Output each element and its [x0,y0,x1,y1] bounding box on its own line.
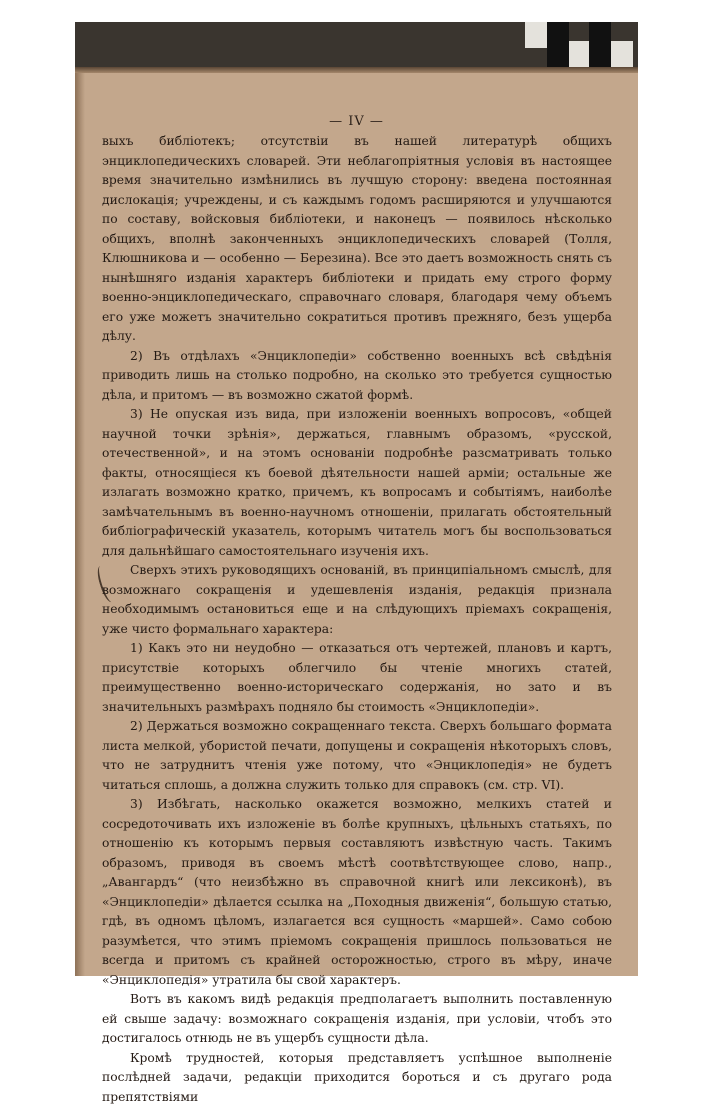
scanned-page [75,22,638,976]
calibration-square [589,22,611,67]
calibration-square [611,41,633,67]
page-top-edge [75,67,638,73]
paragraph: Вотъ въ какомъ видѣ редакція предполагаетъ выполнить поставленную ей свыше задачу: возможнаго сокращенія изданія, при условіи, чтобъ это достигалось отнюдь не въ ущербъ сущности дѣла. [102,990,612,1049]
calibration-square [569,41,589,67]
paragraph: 3) Избѣгать, насколько окажется возможно, мелкихъ статей и сосредоточивать ихъ изложеніе въ болѣе крупныхъ, цѣльныхъ статьяхъ, по отношенію къ которымъ первыя составляютъ извѣстную часть. Такимъ образомъ, приводя въ своемъ мѣстѣ соотвѣтствующее слово, напр., „Авангардъ“ (что неизбѣжно въ справочной книгѣ или лексиконѣ), въ «Энциклопедіи» дѣлается ссылка на „Походныя движенія“, большую статью, гдѣ, въ одномъ цѣломъ, излагается вся сущность «маршей». Само собою разумѣется, что этимъ пріемомъ сокращенія пришлось пользоваться не всегда и притомъ съ крайней осторожностью, строго въ мѣру, иначе «Энциклопедія» утратила бы свой характеръ. [102,795,612,990]
paragraph: 3) Не опуская изъ вида, при изложеніи военныхъ вопросовъ, «общей научной точки зрѣнія», держаться, главнымъ образомъ, «русской, отечественной», и на этомъ основаніи подробнѣе разсматривать только факты, относящіеся къ боевой дѣятельности нашей арміи; остальные же излагать возможно кратко, причемъ, къ вопросамъ и событіямъ, наиболѣе замѣчательнымъ въ военно-научномъ отношеніи, прилагать обстоятельный библіографическій указатель, которымъ читатель могъ бы воспользоваться для дальнѣйшаго самостоятельнаго изученія ихъ. [102,405,612,561]
body-text [102,132,612,1107]
paragraph: 1) Какъ это ни неудобно — отказаться отъ чертежей, плановъ и картъ, присутствіе которыхъ облегчило бы чтеніе многихъ статей, преимущественно военно-историческаго содержанія, но зато и въ значительныхъ размѣрахъ поднялo бы стоимость «Энциклопедіи». [102,639,612,717]
calibration-square [547,22,569,67]
paragraph: Сверхъ этихъ руководящихъ основаній, въ принципіальномъ смыслѣ, для возможнаго сокращенія и удешевленія изданія, редакція признала необходимымъ остановиться еще и на слѣдующихъ пріемахъ сокращенія, уже чисто формальнаго характера: [102,561,612,639]
paragraph: 2) Держаться возможно сокращеннаго текста. Сверхъ большаго формата листа мелкой, убористой печати, допущены и сокращенія нѣкоторыхъ словъ, что не затруднитъ чтенія уже потому, что «Энциклопедія» не будетъ читаться сплошь, а должна служить только для справокъ (см. стр. VI). [102,717,612,795]
paragraph: Кромѣ трудностей, которыя представляетъ успѣшное выполненіе послѣдней задачи, редакціи приходится бороться и съ другаго рода препятствіями [102,1049,612,1107]
page-number: — IV — [75,114,638,129]
calibration-square [525,22,547,48]
paragraph: выхъ библіотекъ; отсутствіи въ нашей литературѣ общихъ энциклопедическихъ словарей. Эти неблагопріятныя условія въ настоящее время значительно измѣнились въ лучшую сторону: введена постоянная дислокація; учреждены, и съ каждымъ годомъ расширяются и улучшаются по составу, войсковыя библіотеки, и наконецъ — появилось нѣсколько общихъ, вполнѣ законченныхъ энциклопедическихъ словарей (Толля, Клюшникова и — особенно — Березина). Все это даетъ возможность снять съ нынѣшняго изданія характеръ библіотеки и придать ему строго форму военно-энциклопедическаго, справочнаго словаря, благодаря чему объемъ его уже можетъ значительно сократиться противъ прежняго, безъ ущерба дѣлу. [102,132,612,347]
spine-shadow [75,73,85,976]
paragraph: 2) Въ отдѣлахъ «Энциклопедіи» собственно военныхъ всѣ свѣдѣнія приводить лишь на столько подробно, на сколько это требуется сущностью дѣла, и притомъ — въ возможно сжатой формѣ. [102,347,612,406]
scanner-background [75,22,638,67]
